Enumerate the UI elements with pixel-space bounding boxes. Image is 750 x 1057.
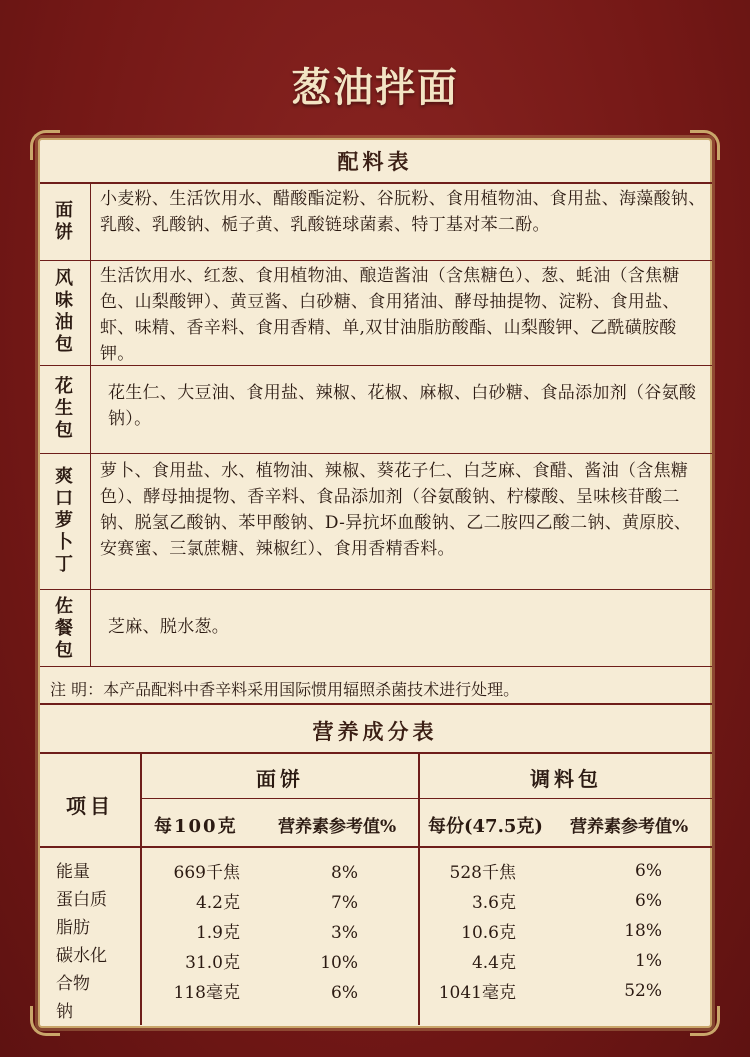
nutrient-name: 合物 — [56, 974, 90, 994]
ingredient-note: 注 明：本产品配料中香辛料采用国际惯用辐照杀菌技术进行处理。 — [50, 680, 520, 699]
divider — [40, 589, 712, 590]
ingredient-label-radish: 爽 口 萝 卜 丁 — [55, 466, 73, 575]
value-cell: 6% — [635, 861, 662, 881]
value-cell: 18% — [624, 921, 662, 941]
ingredient-text-noodle: 小麦粉、生活饮用水、醋酸酯淀粉、谷朊粉、食用植物油、食用盐、海藻酸钠、乳酸、乳酸钠、栀子黄、乳酸链球菌素、特丁基对苯二酚。 — [100, 189, 706, 235]
value-cell: 4.4克 — [471, 953, 516, 973]
per-serving-header: 每份(47.5克) — [428, 816, 543, 837]
per-100g-header: 每100克 — [154, 816, 238, 837]
value-cell: 6% — [331, 983, 358, 1003]
value-cell: 10% — [320, 953, 358, 973]
ingredients-heading: 配料表 — [337, 149, 413, 174]
divider — [40, 453, 712, 454]
ingredient-label-peanut: 花 生 包 — [55, 376, 73, 441]
nutrition-heading: 营养成分表 — [312, 719, 438, 744]
group-header-seasoning: 调料包 — [530, 767, 602, 791]
value-cell: 31.0克 — [185, 953, 240, 973]
nrv-header-seasoning: 营养素参考值% — [570, 817, 689, 837]
value-cell: 3% — [331, 923, 358, 943]
divider — [40, 260, 712, 261]
ingredient-label-oil: 风 味 油 包 — [55, 268, 73, 355]
nutrient-name: 脂肪 — [56, 918, 90, 938]
value-cell: 528千焦 — [449, 863, 516, 883]
ingredient-text-peanut: 花生仁、大豆油、食用盐、辣椒、花椒、麻椒、白砂糖、食品添加剂（谷氨酸钠）。 — [108, 383, 697, 429]
corner-ornament — [690, 1006, 720, 1036]
divider — [40, 703, 712, 705]
page-title: 葱油拌面 — [291, 64, 459, 111]
divider — [40, 182, 712, 184]
value-cell: 4.2克 — [195, 893, 240, 913]
value-cell: 7% — [331, 893, 358, 913]
divider — [140, 798, 712, 799]
value-cell: 118毫克 — [173, 983, 240, 1003]
ingredient-text-oil: 生活饮用水、红葱、食用植物油、酿造酱油（含焦糖色）、葱、蚝油（含焦糖色、山梨酸钾）、黄豆酱、白砂糖、食用猪油、酵母抽提物、淀粉、食用盐、虾、味精、香辛料、食用香精、单,双甘油脂肪酸酯、山梨酸钾、乙酰磺胺酸钾。 — [100, 266, 680, 364]
nrv-header-noodle: 营养素参考值% — [278, 817, 397, 837]
noodle-amounts — [140, 858, 240, 1008]
nutrient-name: 碳水化 — [56, 946, 107, 966]
noodle-nrv — [290, 858, 358, 1008]
value-cell: 10.6克 — [461, 923, 516, 943]
divider — [40, 666, 712, 667]
value-cell: 8% — [331, 863, 358, 883]
value-cell: 6% — [635, 891, 662, 911]
ingredient-label-noodle: 面 饼 — [55, 200, 73, 243]
value-cell: 52% — [624, 981, 662, 1001]
value-cell: 1.9克 — [195, 923, 240, 943]
value-cell: 1% — [635, 951, 662, 971]
ingredient-text-side: 芝麻、脱水葱。 — [108, 617, 230, 637]
ingredient-text-radish: 萝卜、食用盐、水、植物油、辣椒、葵花子仁、白芝麻、食醋、酱油（含焦糖色）、酵母抽提物、香辛料、食品添加剂（谷氨酸钠、柠檬酸、呈味核苷酸二钠、脱氢乙酸钠、苯甲酸钠、D-异抗坏血酸钠、乙二胺四乙酸二钠、黄原胶、安赛蜜、三氯蔗糖、辣椒红）、食用香精香料。 — [100, 461, 692, 559]
value-cell: 1041毫克 — [438, 983, 516, 1003]
seasoning-nrv — [590, 856, 662, 1006]
nutrient-name: 钠 — [56, 1002, 73, 1022]
item-header: 项目 — [66, 794, 114, 818]
nutrient-name: 蛋白质 — [56, 890, 107, 910]
nutrient-names — [56, 858, 107, 1026]
seasoning-amounts — [420, 858, 516, 1008]
value-cell: 3.6克 — [471, 893, 516, 913]
divider — [90, 183, 91, 666]
nutrient-name: 能量 — [56, 862, 90, 882]
ingredient-label-side: 佐 餐 包 — [55, 596, 73, 661]
group-header-noodle: 面饼 — [256, 767, 304, 791]
value-cell: 669千焦 — [173, 863, 240, 883]
